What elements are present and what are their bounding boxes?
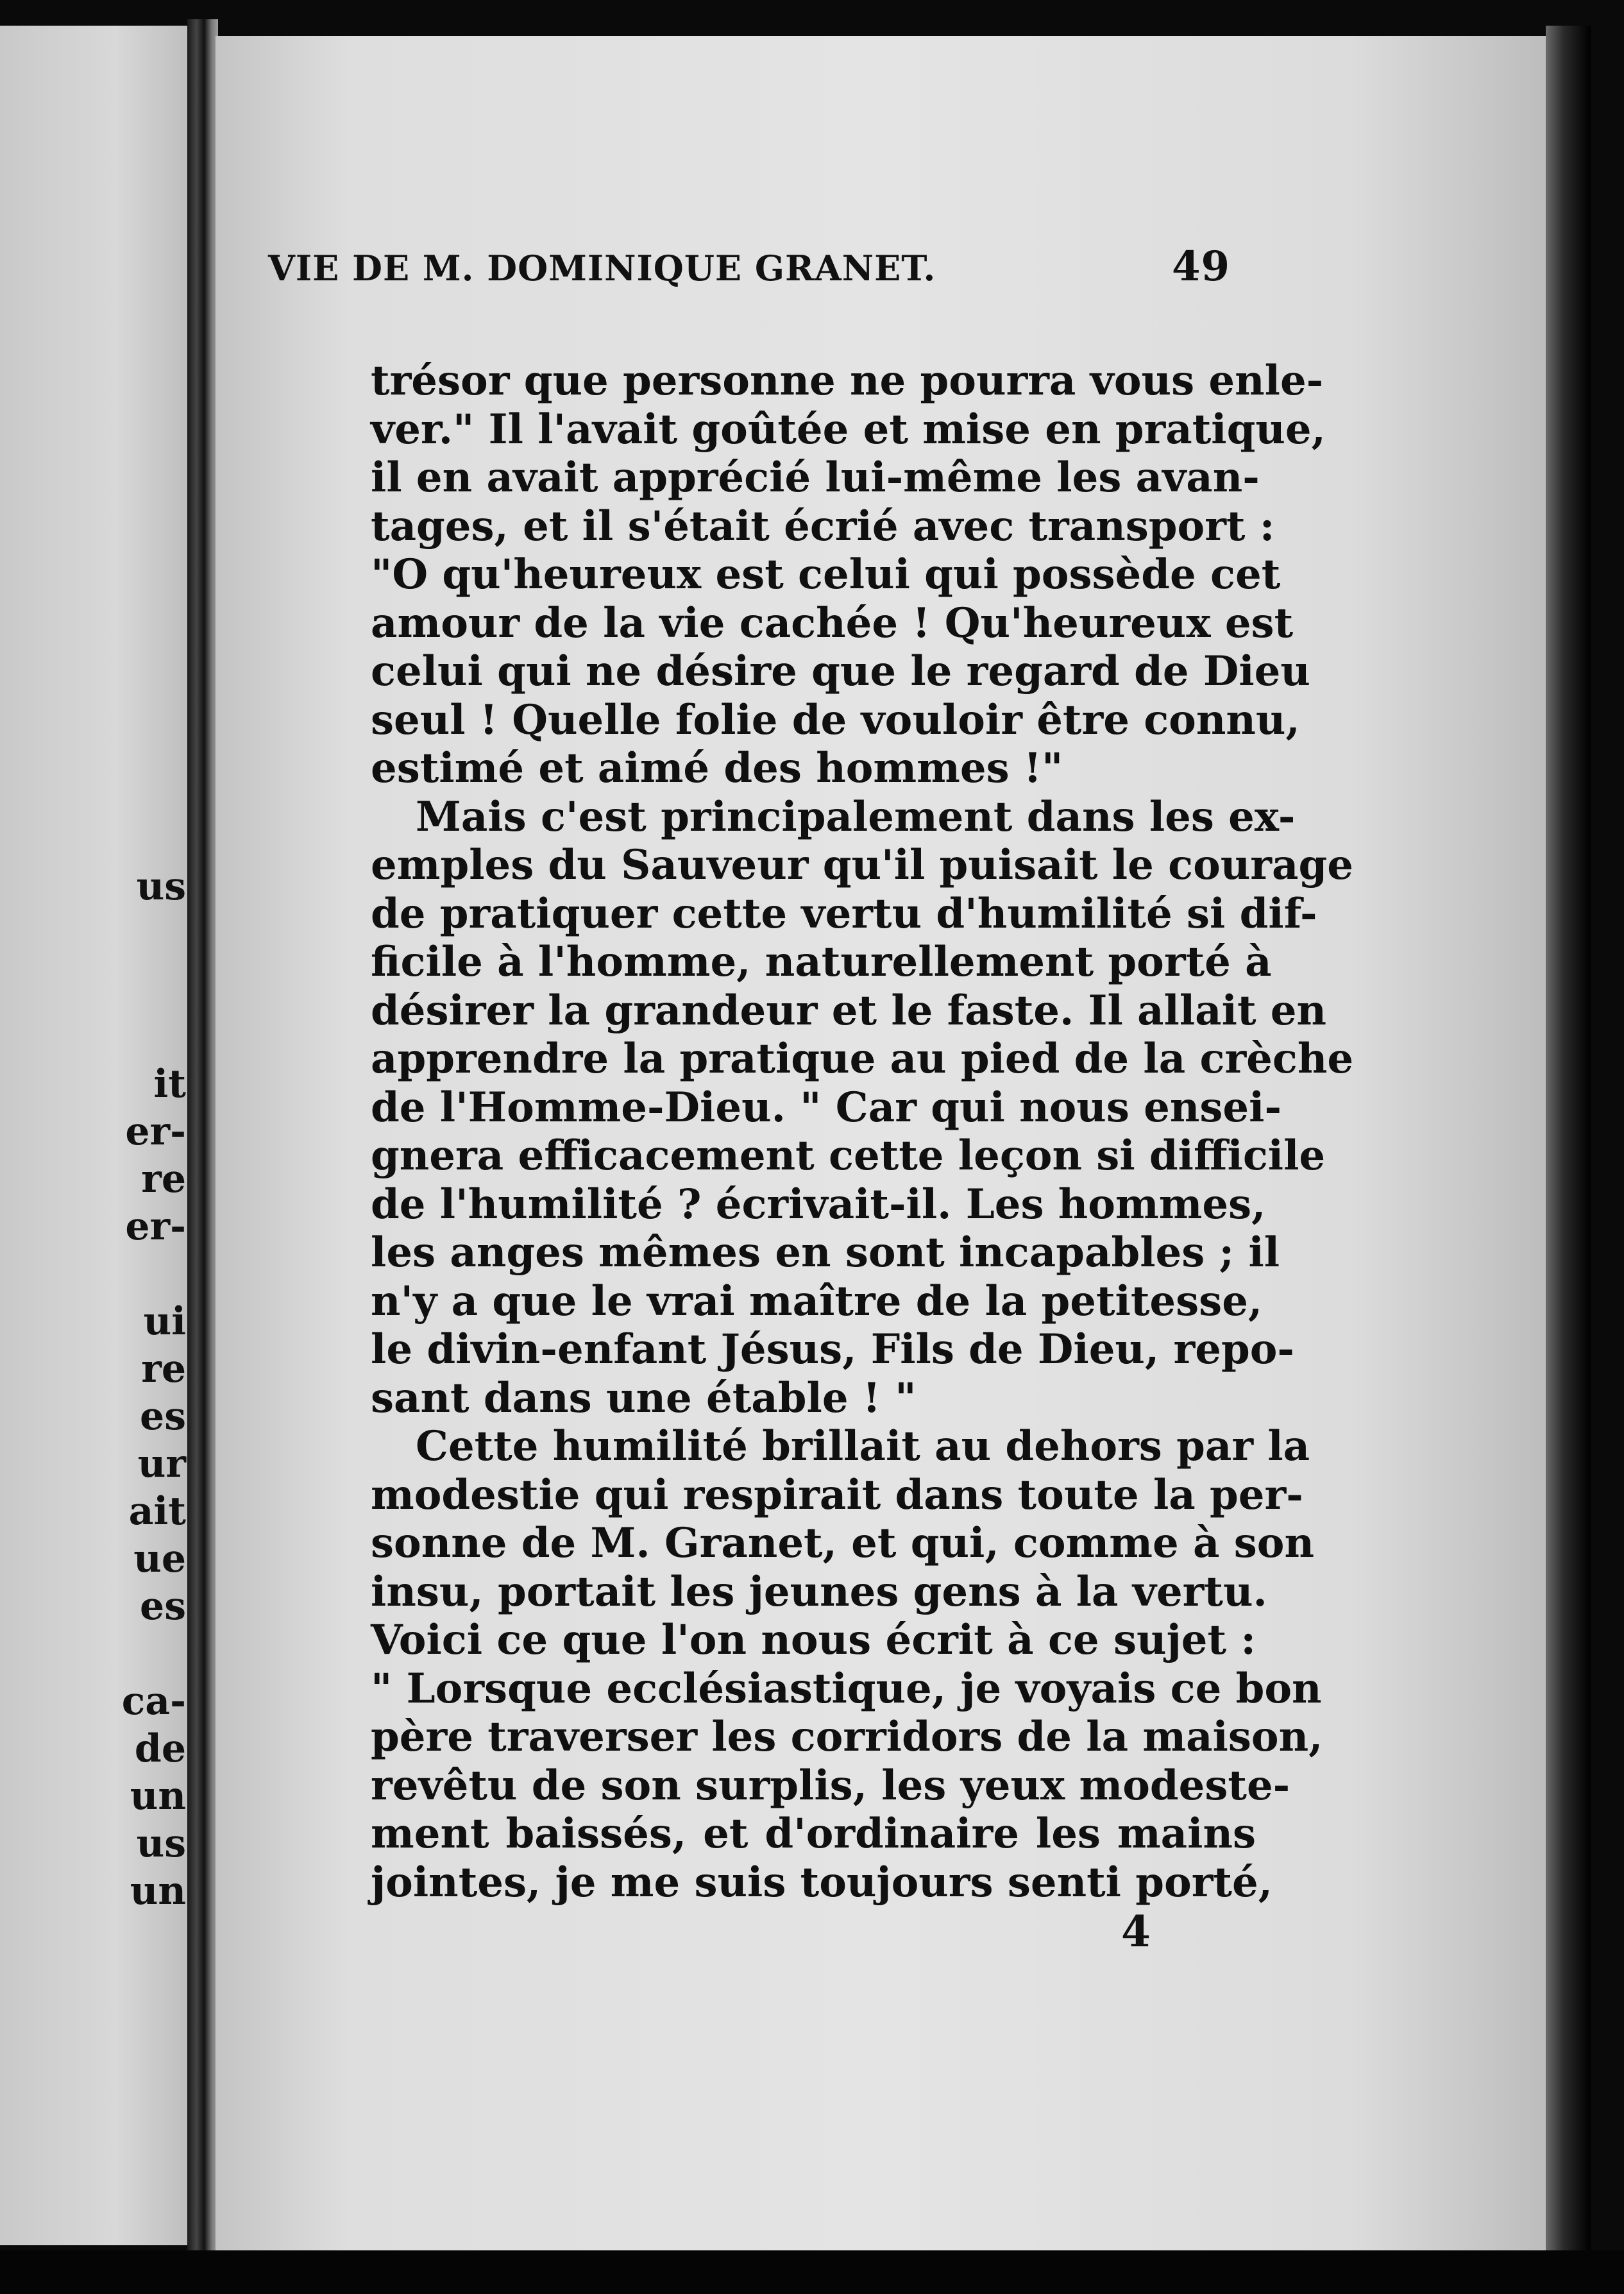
text-line: Cette humilité brillait au dehors par la (416, 1422, 1310, 1470)
text-line: Voici ce que l'on nous écrit à ce sujet : (371, 1616, 1256, 1664)
text-line: seul ! Quelle folie de vouloir être connu, (371, 695, 1300, 744)
running-head-title: VIE DE M. DOMINIQUE GRANET. (268, 248, 936, 289)
left-fragment: ur (137, 1441, 186, 1486)
text-line: modestie qui respirait dans toute la per- (371, 1470, 1303, 1519)
text-line: ment baissés, et d'ordinaire les mains (371, 1810, 1256, 1858)
left-fragment: ait (128, 1489, 186, 1534)
page-edge-shadow (1546, 26, 1591, 2271)
text-line: estimé et aimé des hommes !" (371, 744, 1063, 792)
text-line: le divin-enfant Jésus, Fils de Dieu, repo- (371, 1325, 1294, 1373)
left-facing-page (0, 26, 192, 2245)
text-line: père traverser les corridors de la maison, (371, 1713, 1323, 1761)
text-line: amour de la vie cachée ! Qu'heureux est (371, 599, 1294, 647)
text-line: "O qu'heureux est celui qui possède cet (371, 550, 1281, 599)
text-line: il en avait apprécié lui-même les avan- (371, 454, 1260, 502)
left-fragment: ui (143, 1299, 186, 1344)
left-fragment: un (130, 1869, 186, 1914)
left-fragment: ue (133, 1536, 186, 1581)
text-line: revêtu de son surplis, les yeux modeste- (371, 1761, 1290, 1810)
text-line: de l'humilité ? écrivait-il. Les hommes, (371, 1180, 1266, 1228)
text-line: les anges mêmes en sont incapables ; il (371, 1228, 1280, 1277)
body-text (371, 357, 1354, 1907)
left-fragment: de (134, 1726, 186, 1771)
text-line: de pratiquer cette vertu d'humilité si dif- (371, 889, 1317, 938)
left-page-text-fragments (0, 26, 192, 2245)
left-fragment: us (136, 1821, 186, 1866)
running-head (268, 242, 1230, 291)
left-fragment: es (140, 1394, 186, 1439)
left-fragment: er- (125, 1109, 186, 1154)
text-line: tages, et il s'était écrié avec transport : (371, 502, 1275, 550)
text-line: insu, portait les jeunes gens à la vertu. (371, 1567, 1267, 1616)
text-line: emples du Sauveur qu'il puisait le courage (371, 841, 1353, 889)
left-fragment: re (141, 1157, 186, 1202)
book-gutter (187, 19, 218, 2258)
left-fragment: it (153, 1062, 186, 1107)
left-fragment: ca- (121, 1679, 186, 1724)
text-line: ver." Il l'avait goûtée et mise en pratique, (371, 405, 1326, 454)
left-fragment: us (136, 864, 186, 909)
text-line: sonne de M. Granet, et qui, comme à son (371, 1519, 1314, 1567)
text-line: apprendre la pratique au pied de la crèche (371, 1035, 1354, 1083)
left-fragment: er- (125, 1204, 186, 1249)
text-line: trésor que personne ne pourra vous enle- (371, 357, 1324, 405)
left-fragment: re (141, 1347, 186, 1391)
text-line: Mais c'est principalement dans les ex- (416, 792, 1296, 841)
text-line: n'y a que le vrai maître de la petitesse, (371, 1277, 1263, 1325)
text-line: ficile à l'homme, naturellement porté à (371, 938, 1272, 986)
text-line: " Lorsque ecclésiastique, je voyais ce bon (371, 1664, 1322, 1713)
text-line: jointes, je me suis toujours senti porté, (371, 1858, 1273, 1907)
text-line: celui qui ne désire que le regard de Dieu (371, 647, 1310, 695)
text-line: désirer la grandeur et le faste. Il allait en (371, 986, 1327, 1035)
left-fragment: es (140, 1584, 186, 1629)
text-line: gnera efficacement cette leçon si difficile (371, 1132, 1326, 1180)
text-line: de l'Homme-Dieu. " Car qui nous ensei- (371, 1083, 1281, 1132)
left-fragment: un (130, 1774, 186, 1819)
text-line: sant dans une étable ! " (371, 1373, 917, 1422)
scan-border-bottom (0, 2250, 1624, 2294)
signature-mark: 4 (1121, 1907, 1151, 1957)
page-number: 49 (1171, 242, 1230, 291)
